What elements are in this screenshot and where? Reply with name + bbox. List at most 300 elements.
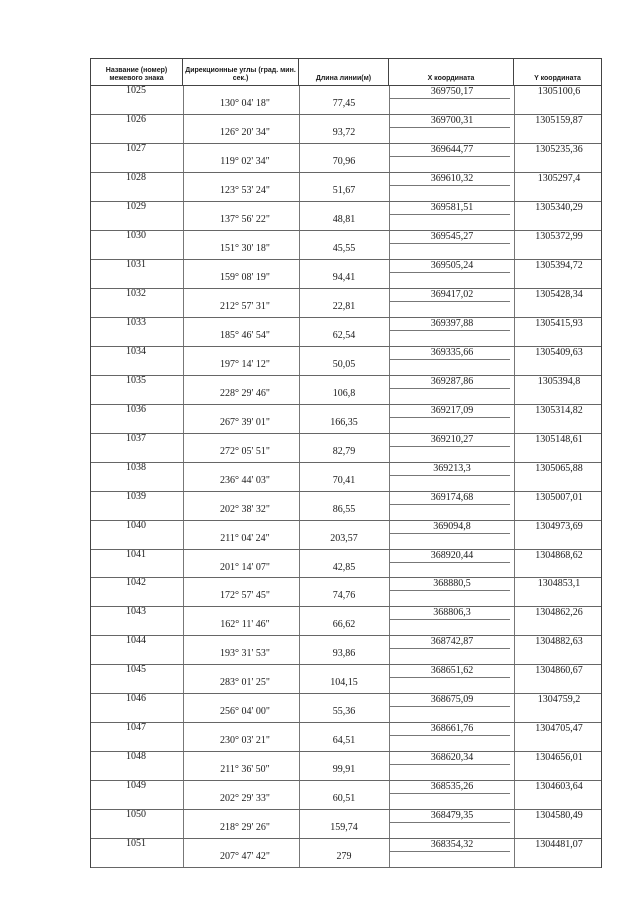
table-row	[91, 839, 601, 868]
header-y: Y координата	[534, 74, 581, 82]
column-divider	[514, 115, 515, 143]
row-divider	[390, 98, 510, 99]
row-divider	[390, 590, 510, 591]
line-length: 74,76	[332, 590, 356, 602]
column-divider	[514, 289, 515, 317]
line-length: 66,62	[332, 619, 356, 631]
direction-angle: 137° 56' 22"	[220, 213, 270, 225]
direction-angle: 151° 30' 18"	[220, 242, 270, 254]
row-divider	[390, 562, 510, 563]
table-row	[91, 781, 601, 810]
direction-angle: 212° 57' 31"	[220, 300, 270, 312]
column-divider	[183, 492, 184, 520]
y-coordinate: 1305409,63	[535, 346, 583, 358]
marker-name: 1039	[126, 490, 146, 502]
column-divider	[389, 839, 390, 867]
row-divider	[390, 619, 510, 620]
column-divider	[299, 463, 300, 491]
x-coordinate: 369174,68	[430, 491, 474, 503]
header-angles: Дирекционные углы (град. мин. сек.)	[183, 59, 299, 85]
x-coordinate: 368880,5	[433, 578, 471, 590]
table-row	[91, 723, 601, 752]
column-divider	[299, 318, 300, 346]
column-divider	[514, 463, 515, 491]
y-coordinate: 1305394,72	[535, 259, 583, 271]
row-divider	[390, 735, 510, 736]
column-divider	[183, 173, 184, 201]
y-coordinate: 1304656,01	[535, 752, 583, 764]
column-divider	[183, 781, 184, 809]
table-row	[91, 318, 601, 347]
y-coordinate: 1304860,67	[535, 665, 583, 677]
y-coordinate: 1304705,47	[535, 723, 583, 735]
line-length: 64,51	[332, 735, 356, 747]
column-divider	[514, 434, 515, 462]
column-divider	[514, 636, 515, 664]
direction-angle: 130° 04' 18"	[220, 98, 270, 109]
table-row	[91, 578, 601, 607]
marker-name: 1033	[126, 316, 146, 328]
column-divider	[299, 260, 300, 288]
column-divider	[389, 202, 390, 230]
column-divider	[299, 405, 300, 433]
table-row	[91, 752, 601, 781]
direction-angle: 211° 04' 24"	[220, 532, 270, 544]
line-length: 166,35	[330, 416, 358, 428]
column-divider	[389, 578, 390, 606]
row-divider	[390, 417, 510, 418]
marker-name: 1043	[126, 606, 146, 618]
y-coordinate: 1304481,07	[535, 839, 583, 851]
direction-angle: 283° 01' 25"	[220, 677, 270, 689]
column-divider	[389, 810, 390, 838]
column-divider	[183, 550, 184, 578]
column-divider	[183, 665, 184, 693]
y-coordinate: 1305235,36	[535, 143, 583, 155]
column-divider	[389, 376, 390, 404]
column-divider	[299, 636, 300, 664]
table-row	[91, 492, 601, 521]
column-divider	[514, 492, 515, 520]
x-coordinate: 369397,88	[430, 317, 474, 329]
line-length: 51,67	[332, 184, 356, 196]
column-divider	[389, 405, 390, 433]
table-row	[91, 521, 601, 550]
column-divider	[514, 144, 515, 172]
line-length: 93,86	[332, 648, 356, 660]
header-name: Название (номер) межевого знака	[91, 59, 183, 85]
y-coordinate: 1304973,69	[535, 520, 583, 532]
marker-name: 1028	[126, 171, 146, 183]
y-coordinate: 1305159,87	[535, 114, 583, 126]
column-divider	[389, 231, 390, 259]
column-divider	[389, 289, 390, 317]
x-coordinate: 369750,17	[430, 86, 474, 97]
row-divider	[390, 793, 510, 794]
column-divider	[514, 810, 515, 838]
column-divider	[299, 115, 300, 143]
column-divider	[299, 723, 300, 751]
y-coordinate: 1305148,61	[535, 433, 583, 445]
direction-angle: 123° 53' 24"	[220, 184, 270, 196]
column-divider	[299, 752, 300, 780]
x-coordinate: 369210,27	[430, 433, 474, 445]
header-length: Длина линии(м)	[299, 59, 389, 85]
header-x: X координата	[389, 59, 514, 85]
x-coordinate: 369335,66	[430, 346, 474, 358]
table-row	[91, 289, 601, 318]
table-row	[91, 86, 601, 115]
table-row	[91, 550, 601, 579]
table-row	[91, 463, 601, 492]
table-body	[91, 86, 601, 868]
column-divider	[389, 434, 390, 462]
column-divider	[183, 578, 184, 606]
column-divider	[183, 463, 184, 491]
marker-name: 1031	[126, 258, 146, 270]
marker-name: 1026	[126, 113, 146, 125]
x-coordinate: 369287,86	[430, 375, 474, 387]
table-row	[91, 115, 601, 144]
row-divider	[390, 214, 510, 215]
x-coordinate: 369417,02	[430, 288, 474, 300]
row-divider	[390, 504, 510, 505]
marker-name: 1035	[126, 374, 146, 386]
x-coordinate: 368479,35	[430, 810, 474, 822]
row-divider	[390, 677, 510, 678]
table-row	[91, 434, 601, 463]
table-row	[91, 694, 601, 723]
row-divider	[390, 533, 510, 534]
x-coordinate: 368742,87	[430, 636, 474, 648]
column-divider	[299, 202, 300, 230]
row-divider	[390, 156, 510, 157]
x-coordinate: 369644,77	[430, 143, 474, 155]
column-divider	[389, 144, 390, 172]
column-divider	[183, 521, 184, 549]
column-divider	[389, 115, 390, 143]
row-divider	[390, 243, 510, 244]
direction-angle: 202° 38' 32"	[220, 503, 270, 515]
column-divider	[389, 781, 390, 809]
column-divider	[183, 289, 184, 317]
direction-angle: 230° 03' 21"	[220, 735, 270, 747]
y-coordinate: 1305428,34	[535, 288, 583, 300]
marker-name: 1049	[126, 780, 146, 792]
table-row	[91, 231, 601, 260]
marker-name: 1041	[126, 548, 146, 560]
column-divider	[514, 578, 515, 606]
column-divider	[299, 607, 300, 635]
column-divider	[389, 318, 390, 346]
row-divider	[390, 388, 510, 389]
column-divider	[514, 202, 515, 230]
column-divider	[299, 289, 300, 317]
direction-angle: 207° 47' 42"	[220, 851, 270, 863]
table-row	[91, 376, 601, 405]
line-length: 22,81	[332, 300, 356, 312]
y-coordinate: 1305372,99	[535, 230, 583, 242]
column-divider	[183, 115, 184, 143]
column-divider	[514, 231, 515, 259]
marker-name: 1044	[126, 635, 146, 647]
column-divider	[514, 86, 515, 114]
marker-name: 1042	[126, 577, 146, 589]
direction-angle: 162° 11' 46"	[220, 619, 270, 631]
y-coordinate: 1304759,2	[537, 694, 581, 706]
column-divider	[299, 839, 300, 867]
column-divider	[514, 347, 515, 375]
marker-name: 1046	[126, 693, 146, 705]
line-length: 50,05	[332, 358, 356, 370]
column-divider	[514, 521, 515, 549]
x-coordinate: 369213,3	[433, 462, 471, 474]
column-divider	[389, 260, 390, 288]
direction-angle: 211° 36' 50"	[220, 764, 270, 776]
x-coordinate: 369505,24	[430, 259, 474, 271]
column-divider	[183, 434, 184, 462]
y-coordinate: 1305100,6	[537, 86, 581, 97]
column-divider	[389, 665, 390, 693]
marker-name: 1040	[126, 519, 146, 531]
line-length: 42,85	[332, 561, 356, 573]
column-divider	[389, 636, 390, 664]
line-length: 70,96	[332, 155, 356, 167]
column-divider	[183, 607, 184, 635]
column-divider	[389, 521, 390, 549]
marker-name: 1045	[126, 664, 146, 676]
column-divider	[514, 723, 515, 751]
line-length: 159,74	[330, 822, 358, 834]
column-divider	[514, 665, 515, 693]
row-divider	[390, 446, 510, 447]
column-divider	[299, 86, 300, 114]
column-divider	[183, 144, 184, 172]
direction-angle: 228° 29' 46"	[220, 387, 270, 399]
line-length: 55,36	[332, 706, 356, 718]
marker-name: 1030	[126, 229, 146, 241]
column-divider	[299, 144, 300, 172]
row-divider	[390, 706, 510, 707]
line-length: 106,8	[332, 387, 356, 399]
line-length: 82,79	[332, 445, 356, 457]
direction-angle: 201° 14' 07"	[220, 561, 270, 573]
row-divider	[390, 359, 510, 360]
direction-angle: 256° 04' 00"	[220, 706, 270, 718]
column-divider	[514, 260, 515, 288]
column-divider	[514, 405, 515, 433]
row-divider	[390, 648, 510, 649]
column-divider	[183, 231, 184, 259]
table-row	[91, 347, 601, 376]
x-coordinate: 369217,09	[430, 404, 474, 416]
column-divider	[389, 173, 390, 201]
column-divider	[514, 318, 515, 346]
y-coordinate: 1304862,26	[535, 607, 583, 619]
direction-angle: 119° 02' 34"	[220, 155, 270, 167]
line-length: 45,55	[332, 242, 356, 254]
column-divider	[183, 376, 184, 404]
row-divider	[390, 822, 510, 823]
direction-angle: 193° 31' 53"	[220, 648, 270, 660]
column-divider	[299, 492, 300, 520]
y-coordinate: 1305340,29	[535, 201, 583, 213]
column-divider	[514, 781, 515, 809]
marker-name: 1032	[126, 287, 146, 299]
table-row	[91, 144, 601, 173]
column-divider	[183, 405, 184, 433]
column-divider	[299, 231, 300, 259]
y-coordinate: 1305314,82	[535, 404, 583, 416]
x-coordinate: 369610,32	[430, 172, 474, 184]
line-length: 99,91	[332, 764, 356, 776]
column-divider	[183, 86, 184, 114]
row-divider	[390, 764, 510, 765]
line-length: 203,57	[330, 532, 358, 544]
line-length: 60,51	[332, 793, 356, 805]
x-coordinate: 369094,8	[433, 520, 471, 532]
y-coordinate: 1305394,8	[537, 375, 581, 387]
column-divider	[183, 723, 184, 751]
x-coordinate: 368661,76	[430, 723, 474, 735]
column-divider	[389, 550, 390, 578]
line-length: 94,41	[332, 271, 356, 283]
y-coordinate: 1304853,1	[537, 578, 581, 590]
line-length: 86,55	[332, 503, 356, 515]
column-divider	[183, 260, 184, 288]
x-coordinate: 368806,3	[433, 607, 471, 619]
marker-name: 1048	[126, 751, 146, 763]
boundary-coordinates-table	[90, 58, 602, 868]
column-divider	[299, 694, 300, 722]
column-divider	[183, 839, 184, 867]
y-coordinate: 1305065,88	[535, 462, 583, 474]
column-divider	[514, 694, 515, 722]
column-divider	[389, 492, 390, 520]
marker-name: 1036	[126, 403, 146, 415]
x-coordinate: 368920,44	[430, 549, 474, 561]
table-row	[91, 260, 601, 289]
line-length: 70,41	[332, 474, 356, 486]
column-divider	[299, 173, 300, 201]
direction-angle: 197° 14' 12"	[220, 358, 270, 370]
marker-name: 1047	[126, 722, 146, 734]
column-divider	[299, 665, 300, 693]
table-row	[91, 607, 601, 636]
column-divider	[389, 86, 390, 114]
table-row	[91, 636, 601, 665]
x-coordinate: 368651,62	[430, 665, 474, 677]
column-divider	[389, 752, 390, 780]
column-divider	[389, 694, 390, 722]
column-divider	[514, 376, 515, 404]
marker-name: 1029	[126, 200, 146, 212]
table-row	[91, 665, 601, 694]
x-coordinate: 368354,32	[430, 839, 474, 851]
line-length: 93,72	[332, 126, 356, 138]
column-divider	[514, 752, 515, 780]
y-coordinate: 1304868,62	[535, 549, 583, 561]
table-row	[91, 810, 601, 839]
column-divider	[389, 347, 390, 375]
direction-angle: 202° 29' 33"	[220, 793, 270, 805]
line-length: 104,15	[330, 677, 358, 689]
row-divider	[390, 127, 510, 128]
y-coordinate: 1305297,4	[537, 172, 581, 184]
marker-name: 1027	[126, 142, 146, 154]
column-divider	[183, 318, 184, 346]
marker-name: 1037	[126, 432, 146, 444]
column-divider	[389, 723, 390, 751]
column-divider	[514, 607, 515, 635]
line-length: 48,81	[332, 213, 356, 225]
column-divider	[299, 521, 300, 549]
y-coordinate: 1304882,63	[535, 636, 583, 648]
table-header	[91, 59, 601, 86]
direction-angle: 272° 05' 51"	[220, 445, 270, 457]
x-coordinate: 368535,26	[430, 781, 474, 793]
direction-angle: 267° 39' 01"	[220, 416, 270, 428]
x-coordinate: 369545,27	[430, 230, 474, 242]
direction-angle: 185° 46' 54"	[220, 329, 270, 341]
direction-angle: 126° 20' 34"	[220, 126, 270, 138]
marker-name: 1051	[126, 838, 146, 850]
marker-name: 1038	[126, 461, 146, 473]
table-row	[91, 173, 601, 202]
line-length: 77,45	[332, 98, 356, 109]
column-divider	[299, 376, 300, 404]
column-divider	[299, 434, 300, 462]
row-divider	[390, 301, 510, 302]
column-divider	[299, 578, 300, 606]
row-divider	[390, 851, 510, 852]
column-divider	[183, 636, 184, 664]
column-divider	[389, 463, 390, 491]
y-coordinate: 1304603,64	[535, 781, 583, 793]
column-divider	[183, 202, 184, 230]
column-divider	[514, 173, 515, 201]
x-coordinate: 368620,34	[430, 752, 474, 764]
column-divider	[183, 810, 184, 838]
column-divider	[299, 550, 300, 578]
y-coordinate: 1304580,49	[535, 810, 583, 822]
column-divider	[389, 607, 390, 635]
direction-angle: 236° 44' 03"	[220, 474, 270, 486]
column-divider	[299, 347, 300, 375]
column-divider	[299, 781, 300, 809]
x-coordinate: 369700,31	[430, 114, 474, 126]
row-divider	[390, 272, 510, 273]
row-divider	[390, 475, 510, 476]
direction-angle: 172° 57' 45"	[220, 590, 270, 602]
marker-name: 1025	[126, 85, 146, 96]
column-divider	[514, 839, 515, 867]
column-divider	[183, 694, 184, 722]
x-coordinate: 368675,09	[430, 694, 474, 706]
line-length: 279	[336, 851, 352, 863]
column-divider	[183, 347, 184, 375]
marker-name: 1034	[126, 345, 146, 357]
line-length: 62,54	[332, 329, 356, 341]
direction-angle: 159° 08' 19"	[220, 271, 270, 283]
direction-angle: 218° 29' 26"	[220, 822, 270, 834]
column-divider	[514, 550, 515, 578]
table-row	[91, 202, 601, 231]
marker-name: 1050	[126, 809, 146, 821]
table-row	[91, 405, 601, 434]
x-coordinate: 369581,51	[430, 201, 474, 213]
row-divider	[390, 330, 510, 331]
